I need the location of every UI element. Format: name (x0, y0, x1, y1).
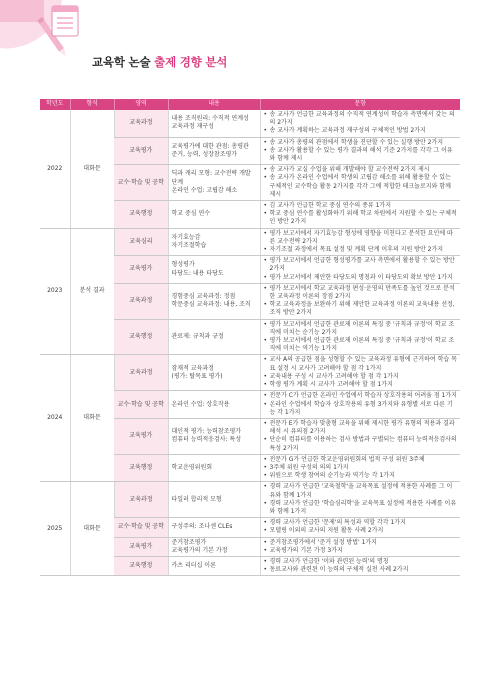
table-row (40, 482, 460, 518)
item-line: • 평가 보고서에서 자기효능감 형성에 영향을 미친다고 분석한 요인에 따른 교수전략 2가지 (264, 230, 458, 246)
content-line: 학교운영위원회 (171, 463, 213, 471)
item-line: • 평가 보고서에서 제안한 타당도의 명칭과 이 타당도의 확보 방안 1가지 (264, 274, 458, 282)
area-cell: 교수·학습 및 공학 (114, 518, 168, 537)
content-line: 준거, 능력, 성장참조평가 (171, 150, 238, 158)
items-cell (260, 355, 460, 391)
area-cell: 교육과정 (114, 482, 168, 518)
items-cell (260, 165, 460, 201)
content-line: 자기조절학습 (171, 241, 207, 249)
content-line: 구성주의: 조나센 CLEs (171, 523, 233, 531)
content-line: 학문중심 교육과정: 내용, 조직 (171, 301, 251, 309)
item-line: • 김 교사가 언급한 학교 중심 연수의 종류 1가지 (264, 202, 458, 210)
item-line: • 전문가 E가 학습자 맞춤형 교육을 위해 제시한 평가 유형의 적용과 결과 해석 시 유의점 2가지 (264, 420, 458, 436)
page-title-highlight: 출제 경향 분석 (154, 55, 228, 69)
content-cell (168, 201, 260, 229)
area-cell: 교육과정 (114, 110, 168, 137)
content-cell (168, 165, 260, 201)
items-cell (260, 319, 460, 355)
area-cell: 교수·학습 및 공학 (114, 391, 168, 419)
area-cell: 교육행정 (114, 454, 168, 482)
content-line: 교육평가의 기본 가정 (171, 546, 228, 554)
item-line: • 단순히 컴퓨터를 이용하는 검사 방법과 구별되는 컴퓨터 능력적응검사의 특성 2가지 (264, 436, 458, 452)
year-cell: 2024 (40, 355, 70, 482)
content-line: 내용 조직원리: 수직적 연계성 (171, 115, 249, 123)
content-cell (168, 482, 260, 518)
table-row (40, 228, 460, 256)
content-line: 대인적 평가: 능력참조평가 (171, 428, 242, 436)
item-line: • 3주체 위원 구성의 의의 1가지 (264, 464, 458, 472)
content-line: 경험중심 교육과정: 정점 (171, 293, 236, 301)
area-cell: 교육과정 (114, 355, 168, 391)
items-cell (260, 418, 460, 454)
content-cell (168, 454, 260, 482)
table-row (40, 110, 460, 137)
table-row (40, 355, 460, 391)
item-line: • 교육내용 구성 시 교사가 고려해야 할 점 각 1가지 (264, 373, 458, 381)
content-line: 컴퓨터 능력적응검사: 특성 (171, 436, 242, 444)
content-line: 준거참조평가 (171, 538, 207, 546)
content-line: (평가: 탈목표 평가) (171, 372, 223, 380)
area-cell: 교육행정 (114, 319, 168, 355)
area-cell: 교육과정 (114, 283, 168, 319)
area-cell: 교육행정 (114, 556, 168, 575)
content-line: 잠재적 교육과정 (171, 364, 214, 372)
items-cell (260, 454, 460, 482)
item-line: • 온라인 수업에서 학습자 상호작용의 유형 3가지와 유형별 서로 다른 기능 각 1가지 (264, 401, 458, 417)
content-cell (168, 256, 260, 284)
items-cell (260, 391, 460, 419)
col-header-content: 내용 (168, 99, 260, 110)
col-header-year: 학년도 (40, 99, 70, 110)
table-header-row (40, 99, 460, 110)
content-cell (168, 518, 260, 537)
item-line: • 자기조절 과정에서 목표 설정 및 계획 단계 이후의 지원 방안 2가지 (264, 246, 458, 254)
item-line: • 경력 교사가 언급한 '문제'의 특성과 역할 각각 1가지 (264, 519, 458, 527)
content-line: 형성평가 (171, 261, 195, 269)
items-cell (260, 256, 460, 284)
area-cell: 교육평가 (114, 256, 168, 284)
area-cell: 교육행정 (114, 201, 168, 229)
content-cell (168, 556, 260, 575)
exam-trend-table (40, 99, 460, 576)
item-line: • 학교 중심 연수를 활성화하기 위해 학교 차원에서 지원할 수 있는 구체적인 방안 2가지 (264, 210, 458, 226)
content-line: 교육평가에 대한 관점: 총평관 (171, 142, 249, 150)
area-cell: 교육심리 (114, 228, 168, 256)
col-header-area: 영역 (114, 99, 168, 110)
year-cell: 2022 (40, 110, 70, 228)
item-line: • 위원으로 학생 참여의 순기능과 역기능 각 1가지 (264, 472, 458, 480)
content-line: 타당도: 내용 타당도 (171, 269, 224, 277)
item-line: • 송 교사가 활용할 수 있는 평가 결과의 해석 기준 2가지를 각각 그 이유와 함께 제시 (264, 147, 458, 163)
item-line: • 평가 보고서에서 언급한 관료제 이론의 특징 중 '규칙과 규정'이 학교 조직에 미치는 역기능 1가지 (264, 337, 458, 353)
content-line: 학교 중심 연수 (171, 210, 211, 218)
items-cell (260, 518, 460, 537)
content-cell (168, 418, 260, 454)
item-line: • 송 교사가 총평의 관점에서 학생을 진단할 수 있는 실행 방안 2가지 (264, 139, 458, 147)
item-line: • 평가 보고서에서 언급한 형성평가를 교사 측면에서 활용할 수 있는 방안 2가지 (264, 257, 458, 273)
content-line: 교육과정 재구성 (171, 123, 214, 131)
year-cell: 2025 (40, 482, 70, 576)
content-cell (168, 319, 260, 355)
item-line: • 전문가 G가 언급한 학교운영위원회의 법적 구성 위원 3주체 (264, 456, 458, 464)
item-line: • 학교 교육과정을 보완하기 위해 제안한 교육과정 이론의 교육내용 선정, 조직 방안 2가지 (264, 301, 458, 317)
page-title (92, 54, 227, 70)
item-line: • 경력 교사가 언급한 '이와 관련된 능력'의 명칭 (264, 558, 458, 566)
area-cell: 교육평가 (114, 137, 168, 165)
page-title-main: 교육학 논술 (92, 55, 155, 69)
col-header-items: 문항 (260, 99, 460, 110)
item-line: • 동료교사와 관련된 이 능력의 구체적 실천 사례 2가지 (264, 566, 458, 574)
item-line: • 모델링 이외의 교사의 지원 활동 사례 2가지 (264, 527, 458, 535)
year-cell: 2023 (40, 228, 70, 355)
items-cell (260, 110, 460, 137)
items-cell (260, 228, 460, 256)
items-cell (260, 537, 460, 556)
area-cell: 교육평가 (114, 537, 168, 556)
item-line: • 경력 교사가 언급한 '교육철학'을 교육목표 설정에 적용한 사례를 그 이유와 함께 1가지 (264, 483, 458, 499)
content-cell (168, 355, 260, 391)
format-cell: 대화문 (70, 355, 114, 482)
item-line: • 교사 A의 공급한 점을 성형할 수 있는 교육과정 유형에 근거하여 학습 목표 설정 시 교사가 고려해야 할 점 각 1가지 (264, 356, 458, 372)
content-cell (168, 537, 260, 556)
col-header-format: 형식 (70, 99, 114, 110)
content-line: 자기효능감 (171, 233, 201, 241)
item-line: • 준거참조평가에서 '준거 설정 방법' 1가지 (264, 539, 458, 547)
items-cell (260, 137, 460, 165)
format-cell: 대화문 (70, 110, 114, 228)
content-line: 딕과 캐리 모형: 교수전략 개발 단계 (171, 170, 251, 186)
content-cell (168, 228, 260, 256)
items-cell (260, 283, 460, 319)
content-cell (168, 283, 260, 319)
item-line: • 경력 교사가 언급한 '학습심리학'을 교육목표 설정에 적용한 사례를 이유와 함께 1가지 (264, 500, 458, 516)
format-cell: 대화문 (70, 482, 114, 576)
item-line: • 송 교사가 계획하는 교육과정 재구성의 구체적인 방법 2가지 (264, 127, 458, 135)
item-line: • 송 교사가 온라인 수업에서 학생의 고립감 해소를 위해 활용할 수 있는 구체적인 교수학습 활동 2가지를 각각 그에 적합한 테크놀로지와 함께 제시 (264, 174, 458, 199)
item-line: • 교육평가의 기본 가정 3가지 (264, 547, 458, 555)
item-line: • 송 교사가 언급한 교육과정의 수직적 연계성이 학습자 측면에서 갖는 의의 2가지 (264, 111, 458, 127)
content-line: 카츠 리더십 이론 (171, 562, 216, 570)
item-line: • 전문가 C가 언급한 온라인 수업에서 학습자 상호작용의 어려움 점 1가지 (264, 392, 458, 400)
items-cell (260, 556, 460, 575)
content-cell (168, 391, 260, 419)
format-cell: 분석 결과 (70, 228, 114, 355)
area-cell: 교육평가 (114, 418, 168, 454)
items-cell (260, 482, 460, 518)
item-line: • 송 교사가 교실 수업을 위해 개발해야 할 교수전략 2가지 제시 (264, 166, 458, 174)
area-cell: 교수·학습 및 공학 (114, 165, 168, 201)
content-line: 타일러 합리적 모형 (171, 495, 222, 503)
content-cell (168, 110, 260, 137)
item-line: • 학생 평가 계획 시 교사가 고려해야 할 점 1가지 (264, 381, 458, 389)
items-cell (260, 201, 460, 229)
content-line: 관료제: 규칙과 규정 (171, 332, 224, 340)
notebook-with-pencil-icon (0, 0, 95, 95)
item-line: • 평가 보고서에서 언급한 관료제 이론의 특징 중 '규칙과 규정'이 학교 조직에 미치는 순기능 2가지 (264, 321, 458, 337)
content-line: 온라인 수업: 고립감 해소 (171, 186, 238, 194)
item-line: • 평가 보고서에서 학교 교육과정 편성·운영의 만족도를 높인 것으로 분석한 교육과정 이론의 장점 2가지 (264, 285, 458, 301)
content-cell (168, 137, 260, 165)
content-line: 온라인 수업: 상호작용 (171, 400, 230, 408)
